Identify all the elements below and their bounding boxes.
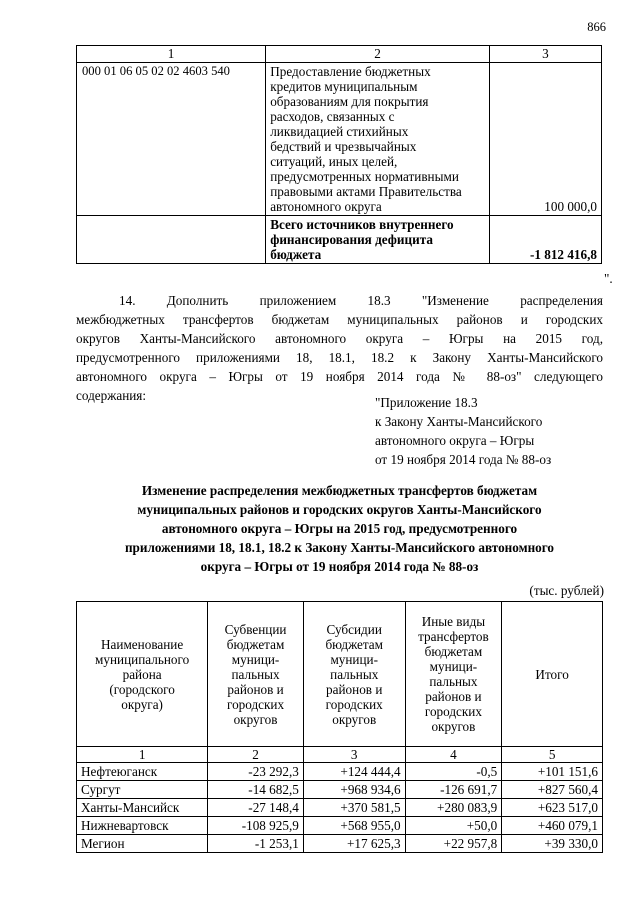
header-line: муници- [231,651,280,667]
header-line: Субсидии [326,621,382,637]
header-total [502,602,603,747]
header-line: округов [431,719,476,734]
subsidies-value: +968 934,6 [303,781,405,799]
header-line: районов и [425,689,482,704]
header-col-1: 1 [77,46,266,63]
appendix-line: автономного округа – Югры [375,433,535,448]
desc-line: правовыми актами Правительства [270,184,462,199]
title-line: Изменение распределения межбюджетных трансфертов бюджетам [141,483,538,498]
other-value: +22 957,8 [405,835,502,853]
total-value: +101 151,6 [502,763,603,781]
subventions-value: -27 148,4 [208,799,304,817]
total-row [77,216,602,264]
page-number: 866 [587,20,606,34]
subsidies-value: +568 955,0 [303,817,405,835]
appendix-reference [375,393,551,469]
amendment-paragraph [76,291,603,405]
header-subventions [208,602,304,747]
table-row [77,763,603,781]
desc-line: предусмотренных нормативными [270,169,459,184]
total-value: -1 812 416,8 [489,216,601,264]
paragraph-line: автономного округа – Югры от 19 ноября 2014 года № 88-оз" следующего [76,369,603,384]
paragraph-line: предусмотренного приложениями 18, 18.1, 18.2 к Закону Ханты-Мансийского [76,350,603,365]
index-cell: 5 [502,747,603,763]
other-value: -126 691,7 [405,781,502,799]
total-line: Всего источников внутреннего [270,217,454,232]
title-line: округа – Югры от 19 ноября 2014 года № 88-оз [200,559,479,574]
desc-line: ликвидацией стихийных [270,124,409,139]
other-value: -0,5 [405,763,502,781]
paragraph-line: содержания: [76,388,147,403]
header-line: пальных [231,666,280,682]
header-line: Иные виды [421,614,486,629]
subsidies-value: +370 581,5 [303,799,405,817]
total-line: бюджета [270,247,322,262]
desc-line: расходов, связанных с [270,109,395,124]
appendix-line: "Приложение 18.3 [375,395,478,410]
total-value: +827 560,4 [502,781,603,799]
closing-quote: ". [604,271,613,286]
header-line: Наименование [101,636,184,652]
header-line: пальных [429,674,478,689]
subventions-value: -108 925,9 [208,817,304,835]
transfers-table [76,601,603,853]
paragraph-line: округов Ханты-Мансийского автономного округа – Югры на 2015 год, [76,331,603,346]
header-line: муници- [429,659,478,674]
header-subsidies [303,602,405,747]
subventions-value: -14 682,5 [208,781,304,799]
total-description [266,216,490,264]
title-line: приложениями 18, 18.1, 18.2 к Закону Ханты-Мансийского автономного [124,540,555,555]
header-line: городских [226,696,285,712]
appendix-line: к Закону Ханты-Мансийского [375,414,543,429]
header-line: бюджетам [226,636,285,652]
document-title [76,481,603,576]
budget-code: 000 01 06 05 02 02 4603 540 [77,63,266,216]
other-value: +50,0 [405,817,502,835]
header-line: пальных [330,666,379,682]
municipality-name: Нефтеюганск [77,763,208,781]
header-line: трансфертов [418,629,489,644]
header-line: (городского [109,681,175,697]
desc-line: ситуаций, иных целей, [270,154,398,169]
paragraph-line: межбюджетных трансфертов бюджетам муниципальных районов и городских [76,312,603,327]
index-cell: 3 [303,747,405,763]
sources-table [76,45,602,264]
header-other-transfers [405,602,502,747]
desc-line: Предоставление бюджетных [270,64,431,79]
desc-line: образованиям для покрытия [270,94,429,109]
header-line: бюджетам [325,636,383,652]
header-line: округа) [121,696,163,712]
sources-table-header [77,46,602,63]
other-value: +280 083,9 [405,799,502,817]
table-row [77,799,603,817]
header-line: Субвенции [224,621,287,637]
municipality-name: Ханты-Мансийск [77,799,208,817]
header-line: округов [233,711,278,727]
header-line: городских [325,696,383,712]
header-col-3: 3 [489,46,601,63]
transfers-table-header [77,602,603,747]
empty-cell [77,216,266,264]
total-value: +460 079,1 [502,817,603,835]
header-line: муници- [330,651,378,667]
total-line: финансирования дефицита [270,232,433,247]
header-line: округов [332,711,377,727]
header-line: районов и [326,681,383,697]
header-line: муниципального [95,651,190,667]
desc-line: автономного округа [270,199,382,214]
table-row [77,63,602,216]
title-line: муниципальных районов и городских округов Ханты-Мансийского [137,502,542,517]
header-line: района [122,666,162,682]
appendix-line: от 19 ноября 2014 года № 88-оз [375,452,552,467]
header-line: Итого [535,666,569,682]
unit-label: (тыс. рублей) [529,583,604,598]
header-line: районов и [227,681,284,697]
municipality-name: Нижневартовск [77,817,208,835]
subsidies-value: +124 444,4 [303,763,405,781]
subventions-value: -1 253,1 [208,835,304,853]
index-cell: 1 [77,747,208,763]
municipality-name: Мегион [77,835,208,853]
header-municipality [77,602,208,747]
header-col-2: 2 [266,46,490,63]
column-index-row [77,747,603,763]
subsidies-value: +17 625,3 [303,835,405,853]
desc-line: бедствий и чрезвычайных [270,139,417,154]
table-row [77,817,603,835]
paragraph-line: 14. Дополнить приложением 18.3 "Изменение распределения [119,293,603,308]
subventions-value: -23 292,3 [208,763,304,781]
row-value: 100 000,0 [489,63,601,216]
header-line: бюджетам [424,644,483,659]
index-cell: 4 [405,747,502,763]
header-line: городских [424,704,482,719]
table-row [77,835,603,853]
total-value: +623 517,0 [502,799,603,817]
total-value: +39 330,0 [502,835,603,853]
row-description [266,63,490,216]
desc-line: кредитов муниципальным [270,79,418,94]
index-cell: 2 [208,747,304,763]
title-line: автономного округа – Югры на 2015 год, предусмотренного [161,521,518,536]
municipality-name: Сургут [77,781,208,799]
table-row [77,781,603,799]
